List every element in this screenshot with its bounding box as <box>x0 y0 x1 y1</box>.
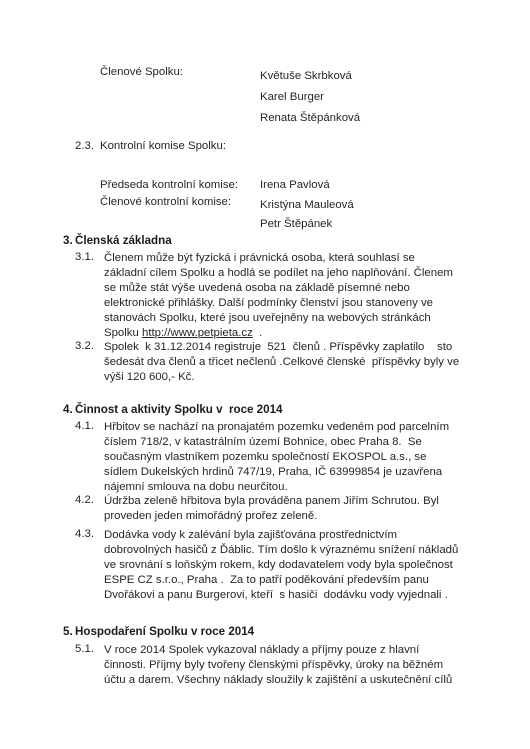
paragraph-4-2-number: 4.2. <box>75 494 94 506</box>
website-link[interactable]: http://www.petpieta.cz <box>142 327 253 340</box>
paragraph-line: základní cílem Spolku a hodlá se podílet na jeho naplňování. Členem <box>104 267 453 280</box>
paragraph-line: číslem 718/2, v katastrálním území Bohnice, obec Praha 8. Se <box>104 436 422 449</box>
commission-member-name: Petr Štěpánek <box>260 218 333 230</box>
commission-member-name: Kristýna Mauleová <box>260 199 354 211</box>
paragraph-line-suffix: . <box>252 327 263 340</box>
paragraph-line: šedesát dva členů a třicet nečlenů .Celkové členské příspěvky byly ve <box>104 356 460 369</box>
commission-chair-name: Irena Pavlová <box>260 179 330 191</box>
paragraph-line: proveden jeden mimořádný prořez zeleně. <box>104 510 318 523</box>
section-4-heading: Činnost a aktivity Spolku v roce 2014 <box>75 403 283 416</box>
section-5-heading: Hospodaření Spolku v roce 2014 <box>75 625 255 638</box>
paragraph-line: Hřbitov se nachází na pronajatém pozemku vedeném pod parcelním <box>104 421 450 433</box>
commission-members-label: Členové kontrolní komise: <box>100 196 232 208</box>
paragraph-3-1-number: 3.1. <box>75 251 94 263</box>
paragraph-line: Údržba zeleně hřbitova byla prováděna panem Jiřím Schrutou. Byl <box>104 495 439 507</box>
section-2-3-number: 2.3. <box>75 140 94 152</box>
paragraph-line: Členem může být fyzická i právnická osoba, která souhlasí se <box>104 252 415 264</box>
paragraph-line-prefix: Spolku <box>104 327 142 340</box>
paragraph-4-1 <box>104 420 449 495</box>
paragraph-line: dobrovolných hasičů z Ďáblic. Tím došlo k výraznému snížení nákladů <box>104 544 459 557</box>
section-3-heading: Členská základna <box>75 234 172 247</box>
paragraph-4-3-number: 4.3. <box>75 528 94 540</box>
section-5-number: 5. <box>63 625 73 638</box>
section-4-number: 4. <box>63 403 73 416</box>
paragraph-5-1-number: 5.1. <box>75 643 94 655</box>
paragraph-3-1 <box>104 251 453 342</box>
paragraph-line: účtu a darem. Všechny náklady sloužily k zajištění a uskutečnění cílů <box>104 674 453 687</box>
member-name: Renata Štěpánková <box>260 112 361 124</box>
paragraph-line: se může stát výše uvedená osoba na základě písemné nebo <box>104 282 410 295</box>
paragraph-4-2 <box>104 494 439 524</box>
paragraph-line: ESPE CZ s.r.o., Praha . Za to patří poděkování především panu <box>104 574 429 587</box>
commission-chair-label: Předseda kontrolní komise: <box>100 179 239 191</box>
section-3-number: 3. <box>63 234 73 247</box>
paragraph-line: ve srovnání s loňským rokem, kdy dodavatelem vody byla společnost <box>104 559 453 572</box>
members-names <box>260 66 360 129</box>
paragraph-line: sídlem Dukelských hrdinů 747/19, Praha, IČ 63999854 je uzavřena <box>104 466 443 479</box>
commission-member-names <box>260 196 354 234</box>
paragraph-line: nájemní smlouva na dobu neurčitou. <box>104 481 288 494</box>
paragraph-5-1 <box>104 643 452 688</box>
paragraph-line: současným vlastníkem pozemku společností EKOSPOL a.s., se <box>104 451 427 464</box>
paragraph-line: výši 120 600,- Kč. <box>104 371 195 384</box>
paragraph-line: V roce 2014 Spolek vykazoval náklady a příjmy pouze z hlavní <box>104 644 420 656</box>
paragraph-line: elektronické přihlášky. Další podmínky členství jsou stanoveny ve <box>104 297 433 310</box>
paragraph-3-2 <box>104 340 459 385</box>
paragraph-line: Dvořákovi a panu Burgerovi, kteří s hasiči dodávku vody vyjednali . <box>104 589 448 602</box>
paragraph-3-2-number: 3.2. <box>75 340 94 352</box>
paragraph-line: činnosti. Příjmy byly tvořeny členskými příspěvky, úroky na běžném <box>104 659 444 672</box>
section-2-3-title: Kontrolní komise Spolku: <box>100 140 226 152</box>
members-label: Členové Spolku: <box>100 66 183 78</box>
paragraph-line: Spolek k 31.12.2014 registruje 521 členů . Příspěvky zaplatilo sto <box>104 341 453 353</box>
member-name: Karel Burger <box>260 91 324 103</box>
paragraph-4-3 <box>104 528 458 603</box>
paragraph-line: Dodávka vody k zalévání byla zajišťována prostřednictvím <box>104 529 397 541</box>
paragraph-line: stanovách Spolku, které jsou uveřejněny na webových stránkách <box>104 312 431 325</box>
paragraph-4-1-number: 4.1. <box>75 420 94 432</box>
member-name: Květuše Skrbková <box>260 70 352 82</box>
